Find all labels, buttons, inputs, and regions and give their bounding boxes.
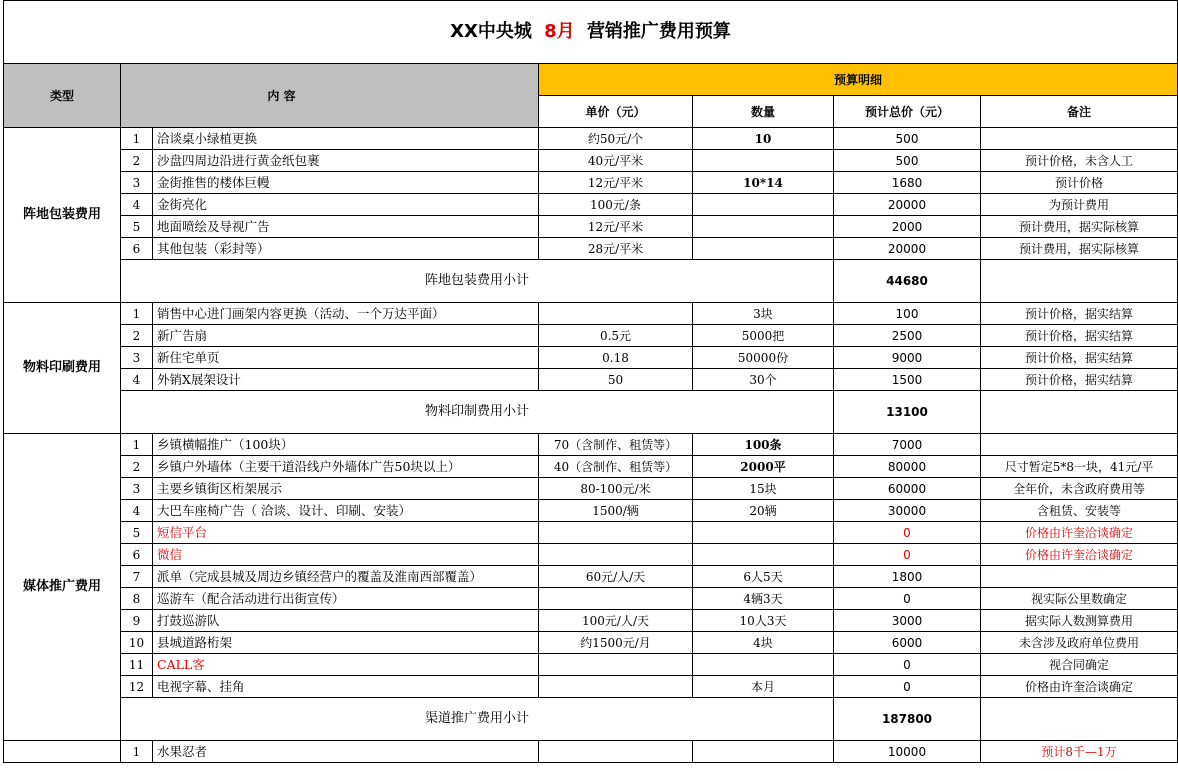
- item-number: 6: [121, 544, 153, 566]
- item-number: 12: [121, 676, 153, 698]
- subtotal-label: 物料印制费用小计: [121, 391, 834, 434]
- item-content: 新住宅单页: [153, 347, 539, 369]
- sheet-title: [4, 1, 1178, 64]
- table-row: [4, 456, 1178, 478]
- item-number: 4: [121, 369, 153, 391]
- table-row: [4, 676, 1178, 698]
- item-remark: 含租赁、安装等: [981, 500, 1178, 522]
- subtotal-value: 13100: [834, 391, 981, 434]
- item-remark: 视实际公里数确定: [981, 588, 1178, 610]
- item-unit-price: [539, 654, 693, 676]
- budget-table: [3, 0, 1178, 763]
- item-quantity: 30个: [693, 369, 834, 391]
- table-row: [4, 478, 1178, 500]
- subtotal-value: 187800: [834, 698, 981, 741]
- item-quantity: 5000把: [693, 325, 834, 347]
- item-unit-price: 60元/人/天: [539, 566, 693, 588]
- header-quantity: 数量: [693, 96, 834, 128]
- item-remark: 价格由许奎洽谈确定: [981, 544, 1178, 566]
- item-number: 4: [121, 194, 153, 216]
- item-number: 10: [121, 632, 153, 654]
- item-remark: 预计价格，据实结算: [981, 347, 1178, 369]
- item-total: 20000: [834, 238, 981, 260]
- item-number: 8: [121, 588, 153, 610]
- title-row: [4, 1, 1178, 64]
- item-remark: 预计价格: [981, 172, 1178, 194]
- item-content: 派单（完成县城及周边乡镇经营户的覆盖及淮南西部覆盖）: [153, 566, 539, 588]
- item-unit-price: 1500/辆: [539, 500, 693, 522]
- item-content: CALL客: [153, 654, 539, 676]
- item-total: 1800: [834, 566, 981, 588]
- item-total: 2500: [834, 325, 981, 347]
- subtotal-value: 44680: [834, 260, 981, 303]
- item-unit-price: 0.5元: [539, 325, 693, 347]
- item-unit-price: 100元/条: [539, 194, 693, 216]
- item-total: 0: [834, 544, 981, 566]
- item-content: 短信平台: [153, 522, 539, 544]
- item-number: 2: [121, 150, 153, 172]
- header-remark: 备注: [981, 96, 1178, 128]
- table-row: [4, 544, 1178, 566]
- item-content: 大巴车座椅广告（ 洽谈、设计、印刷、安装）: [153, 500, 539, 522]
- item-unit-price: 40元/平米: [539, 150, 693, 172]
- table-row: [4, 588, 1178, 610]
- title-month: 8月: [544, 21, 575, 42]
- item-remark: 价格由许奎洽谈确定: [981, 676, 1178, 698]
- item-remark: 未含涉及政府单位费用: [981, 632, 1178, 654]
- item-unit-price: 100元/人/天: [539, 610, 693, 632]
- item-number: 5: [121, 522, 153, 544]
- table-row: [4, 347, 1178, 369]
- item-content: 电视字幕、挂角: [153, 676, 539, 698]
- item-remark: 全年价，未含政府费用等: [981, 478, 1178, 500]
- item-remark: [981, 566, 1178, 588]
- item-total: 9000: [834, 347, 981, 369]
- table-row: [4, 303, 1178, 325]
- title-prefix: XX中央城: [450, 21, 532, 42]
- table-row: [4, 654, 1178, 676]
- table-row: [4, 610, 1178, 632]
- item-quantity: 100条: [693, 434, 834, 456]
- item-remark: 视合同确定: [981, 654, 1178, 676]
- item-quantity: 3块: [693, 303, 834, 325]
- item-remark: 尺寸暂定5*8一块，41元/平: [981, 456, 1178, 478]
- item-total: 30000: [834, 500, 981, 522]
- item-quantity: 10: [693, 128, 834, 150]
- item-number: 1: [121, 303, 153, 325]
- item-total: 100: [834, 303, 981, 325]
- item-remark: 预计价格，未含人工: [981, 150, 1178, 172]
- category-cell: [4, 741, 121, 763]
- item-remark: 预计价格，据实结算: [981, 325, 1178, 347]
- subtotal-row: [4, 391, 1178, 434]
- item-total: 2000: [834, 216, 981, 238]
- item-unit-price: 70（含制作、租赁等）: [539, 434, 693, 456]
- item-unit-price: 12元/平米: [539, 216, 693, 238]
- item-number: 1: [121, 741, 153, 763]
- subtotal-label: 渠道推广费用小计: [121, 698, 834, 741]
- item-content: 新广告扇: [153, 325, 539, 347]
- item-unit-price: [539, 544, 693, 566]
- item-total: 0: [834, 588, 981, 610]
- table-row: [4, 741, 1178, 763]
- item-total: 3000: [834, 610, 981, 632]
- table-row: [4, 566, 1178, 588]
- item-number: 4: [121, 500, 153, 522]
- subtotal-row: [4, 698, 1178, 741]
- item-content: 主要乡镇街区桁架展示: [153, 478, 539, 500]
- item-quantity: [693, 150, 834, 172]
- item-content: 打鼓巡游队: [153, 610, 539, 632]
- item-content: 其他包装（彩封等）: [153, 238, 539, 260]
- table-row: [4, 238, 1178, 260]
- item-unit-price: 28元/平米: [539, 238, 693, 260]
- header-content: 内 容: [121, 64, 539, 128]
- item-content: 金街推售的楼体巨幔: [153, 172, 539, 194]
- item-number: 2: [121, 456, 153, 478]
- table-row: [4, 522, 1178, 544]
- item-total: 0: [834, 522, 981, 544]
- item-number: 1: [121, 434, 153, 456]
- item-unit-price: [539, 741, 693, 763]
- item-quantity: [693, 194, 834, 216]
- item-remark: [981, 434, 1178, 456]
- item-content: 微信: [153, 544, 539, 566]
- item-total: 0: [834, 676, 981, 698]
- item-total: 60000: [834, 478, 981, 500]
- item-unit-price: 0.18: [539, 347, 693, 369]
- table-row: [4, 325, 1178, 347]
- item-quantity: [693, 741, 834, 763]
- item-remark: 预计费用，据实际核算: [981, 238, 1178, 260]
- item-quantity: 20辆: [693, 500, 834, 522]
- item-unit-price: 约1500元/月: [539, 632, 693, 654]
- item-content: 销售中心进门画架内容更换（活动、一个万达平面）: [153, 303, 539, 325]
- item-content: 水果忍者: [153, 741, 539, 763]
- item-remark: 据实际人数测算费用: [981, 610, 1178, 632]
- item-quantity: 10*14: [693, 172, 834, 194]
- item-unit-price: 80-100元/米: [539, 478, 693, 500]
- item-total: 80000: [834, 456, 981, 478]
- table-row: [4, 172, 1178, 194]
- item-content: 乡镇横幅推广（100块）: [153, 434, 539, 456]
- item-total: 500: [834, 128, 981, 150]
- header-type: 类型: [4, 64, 121, 128]
- item-quantity: [693, 216, 834, 238]
- item-number: 2: [121, 325, 153, 347]
- subtotal-remark-empty: [981, 260, 1178, 303]
- item-unit-price: [539, 522, 693, 544]
- category-cell: 阵地包装费用: [4, 128, 121, 303]
- item-number: 6: [121, 238, 153, 260]
- item-total: 6000: [834, 632, 981, 654]
- item-number: 5: [121, 216, 153, 238]
- table-row: [4, 194, 1178, 216]
- table-row: [4, 128, 1178, 150]
- table-row: [4, 216, 1178, 238]
- item-remark: 预计价格，据实结算: [981, 303, 1178, 325]
- item-total: 10000: [834, 741, 981, 763]
- item-number: 3: [121, 172, 153, 194]
- category-cell: 媒体推广费用: [4, 434, 121, 741]
- item-content: 洽谈桌小绿植更换: [153, 128, 539, 150]
- item-content: 外销X展架设计: [153, 369, 539, 391]
- item-content: 地面喷绘及导视广告: [153, 216, 539, 238]
- table-row: [4, 150, 1178, 172]
- category-cell: 物料印刷费用: [4, 303, 121, 434]
- table-row: [4, 500, 1178, 522]
- item-remark: [981, 128, 1178, 150]
- item-unit-price: 12元/平米: [539, 172, 693, 194]
- item-total: 0: [834, 654, 981, 676]
- item-quantity: [693, 544, 834, 566]
- item-remark: 预计费用，据实际核算: [981, 216, 1178, 238]
- subtotal-label: 阵地包装费用小计: [121, 260, 834, 303]
- item-quantity: 4辆3天: [693, 588, 834, 610]
- item-number: 11: [121, 654, 153, 676]
- item-number: 3: [121, 478, 153, 500]
- item-quantity: [693, 238, 834, 260]
- item-quantity: 2000平: [693, 456, 834, 478]
- item-number: 7: [121, 566, 153, 588]
- item-number: 9: [121, 610, 153, 632]
- item-total: 500: [834, 150, 981, 172]
- item-content: 乡镇户外墙体（主要干道沿线户外墙体广告50块以上）: [153, 456, 539, 478]
- item-content: 沙盘四周边沿进行黄金纸包裹: [153, 150, 539, 172]
- item-remark: 为预计费用: [981, 194, 1178, 216]
- header-row-1: [4, 64, 1178, 96]
- item-remark: 价格由许奎洽谈确定: [981, 522, 1178, 544]
- item-unit-price: 40（含制作、租赁等）: [539, 456, 693, 478]
- item-remark: 预计价格，据实结算: [981, 369, 1178, 391]
- item-content: 巡游车（配合活动进行出街宣传）: [153, 588, 539, 610]
- item-number: 1: [121, 128, 153, 150]
- item-content: 县城道路桁架: [153, 632, 539, 654]
- item-quantity: 10人3天: [693, 610, 834, 632]
- item-quantity: 6人5天: [693, 566, 834, 588]
- item-unit-price: [539, 588, 693, 610]
- item-unit-price: 50: [539, 369, 693, 391]
- item-content: 金街亮化: [153, 194, 539, 216]
- table-row: [4, 369, 1178, 391]
- subtotal-remark-empty: [981, 698, 1178, 741]
- item-remark: 预计8千—1万: [981, 741, 1178, 763]
- item-total: 1500: [834, 369, 981, 391]
- title-suffix: 营销推广费用预算: [586, 21, 731, 42]
- item-number: 3: [121, 347, 153, 369]
- item-quantity: 15块: [693, 478, 834, 500]
- subtotal-row: [4, 260, 1178, 303]
- header-budget-detail: 预算明细: [539, 64, 1178, 96]
- header-total: 预计总价（元）: [834, 96, 981, 128]
- table-row: [4, 632, 1178, 654]
- item-unit-price: 约50元/个: [539, 128, 693, 150]
- item-unit-price: [539, 676, 693, 698]
- item-unit-price: [539, 303, 693, 325]
- table-row: [4, 434, 1178, 456]
- item-quantity: [693, 654, 834, 676]
- item-quantity: 50000份: [693, 347, 834, 369]
- item-total: 20000: [834, 194, 981, 216]
- item-quantity: 本月: [693, 676, 834, 698]
- item-quantity: [693, 522, 834, 544]
- subtotal-remark-empty: [981, 391, 1178, 434]
- item-quantity: 4块: [693, 632, 834, 654]
- item-total: 7000: [834, 434, 981, 456]
- header-unit-price: 单价（元）: [539, 96, 693, 128]
- item-total: 1680: [834, 172, 981, 194]
